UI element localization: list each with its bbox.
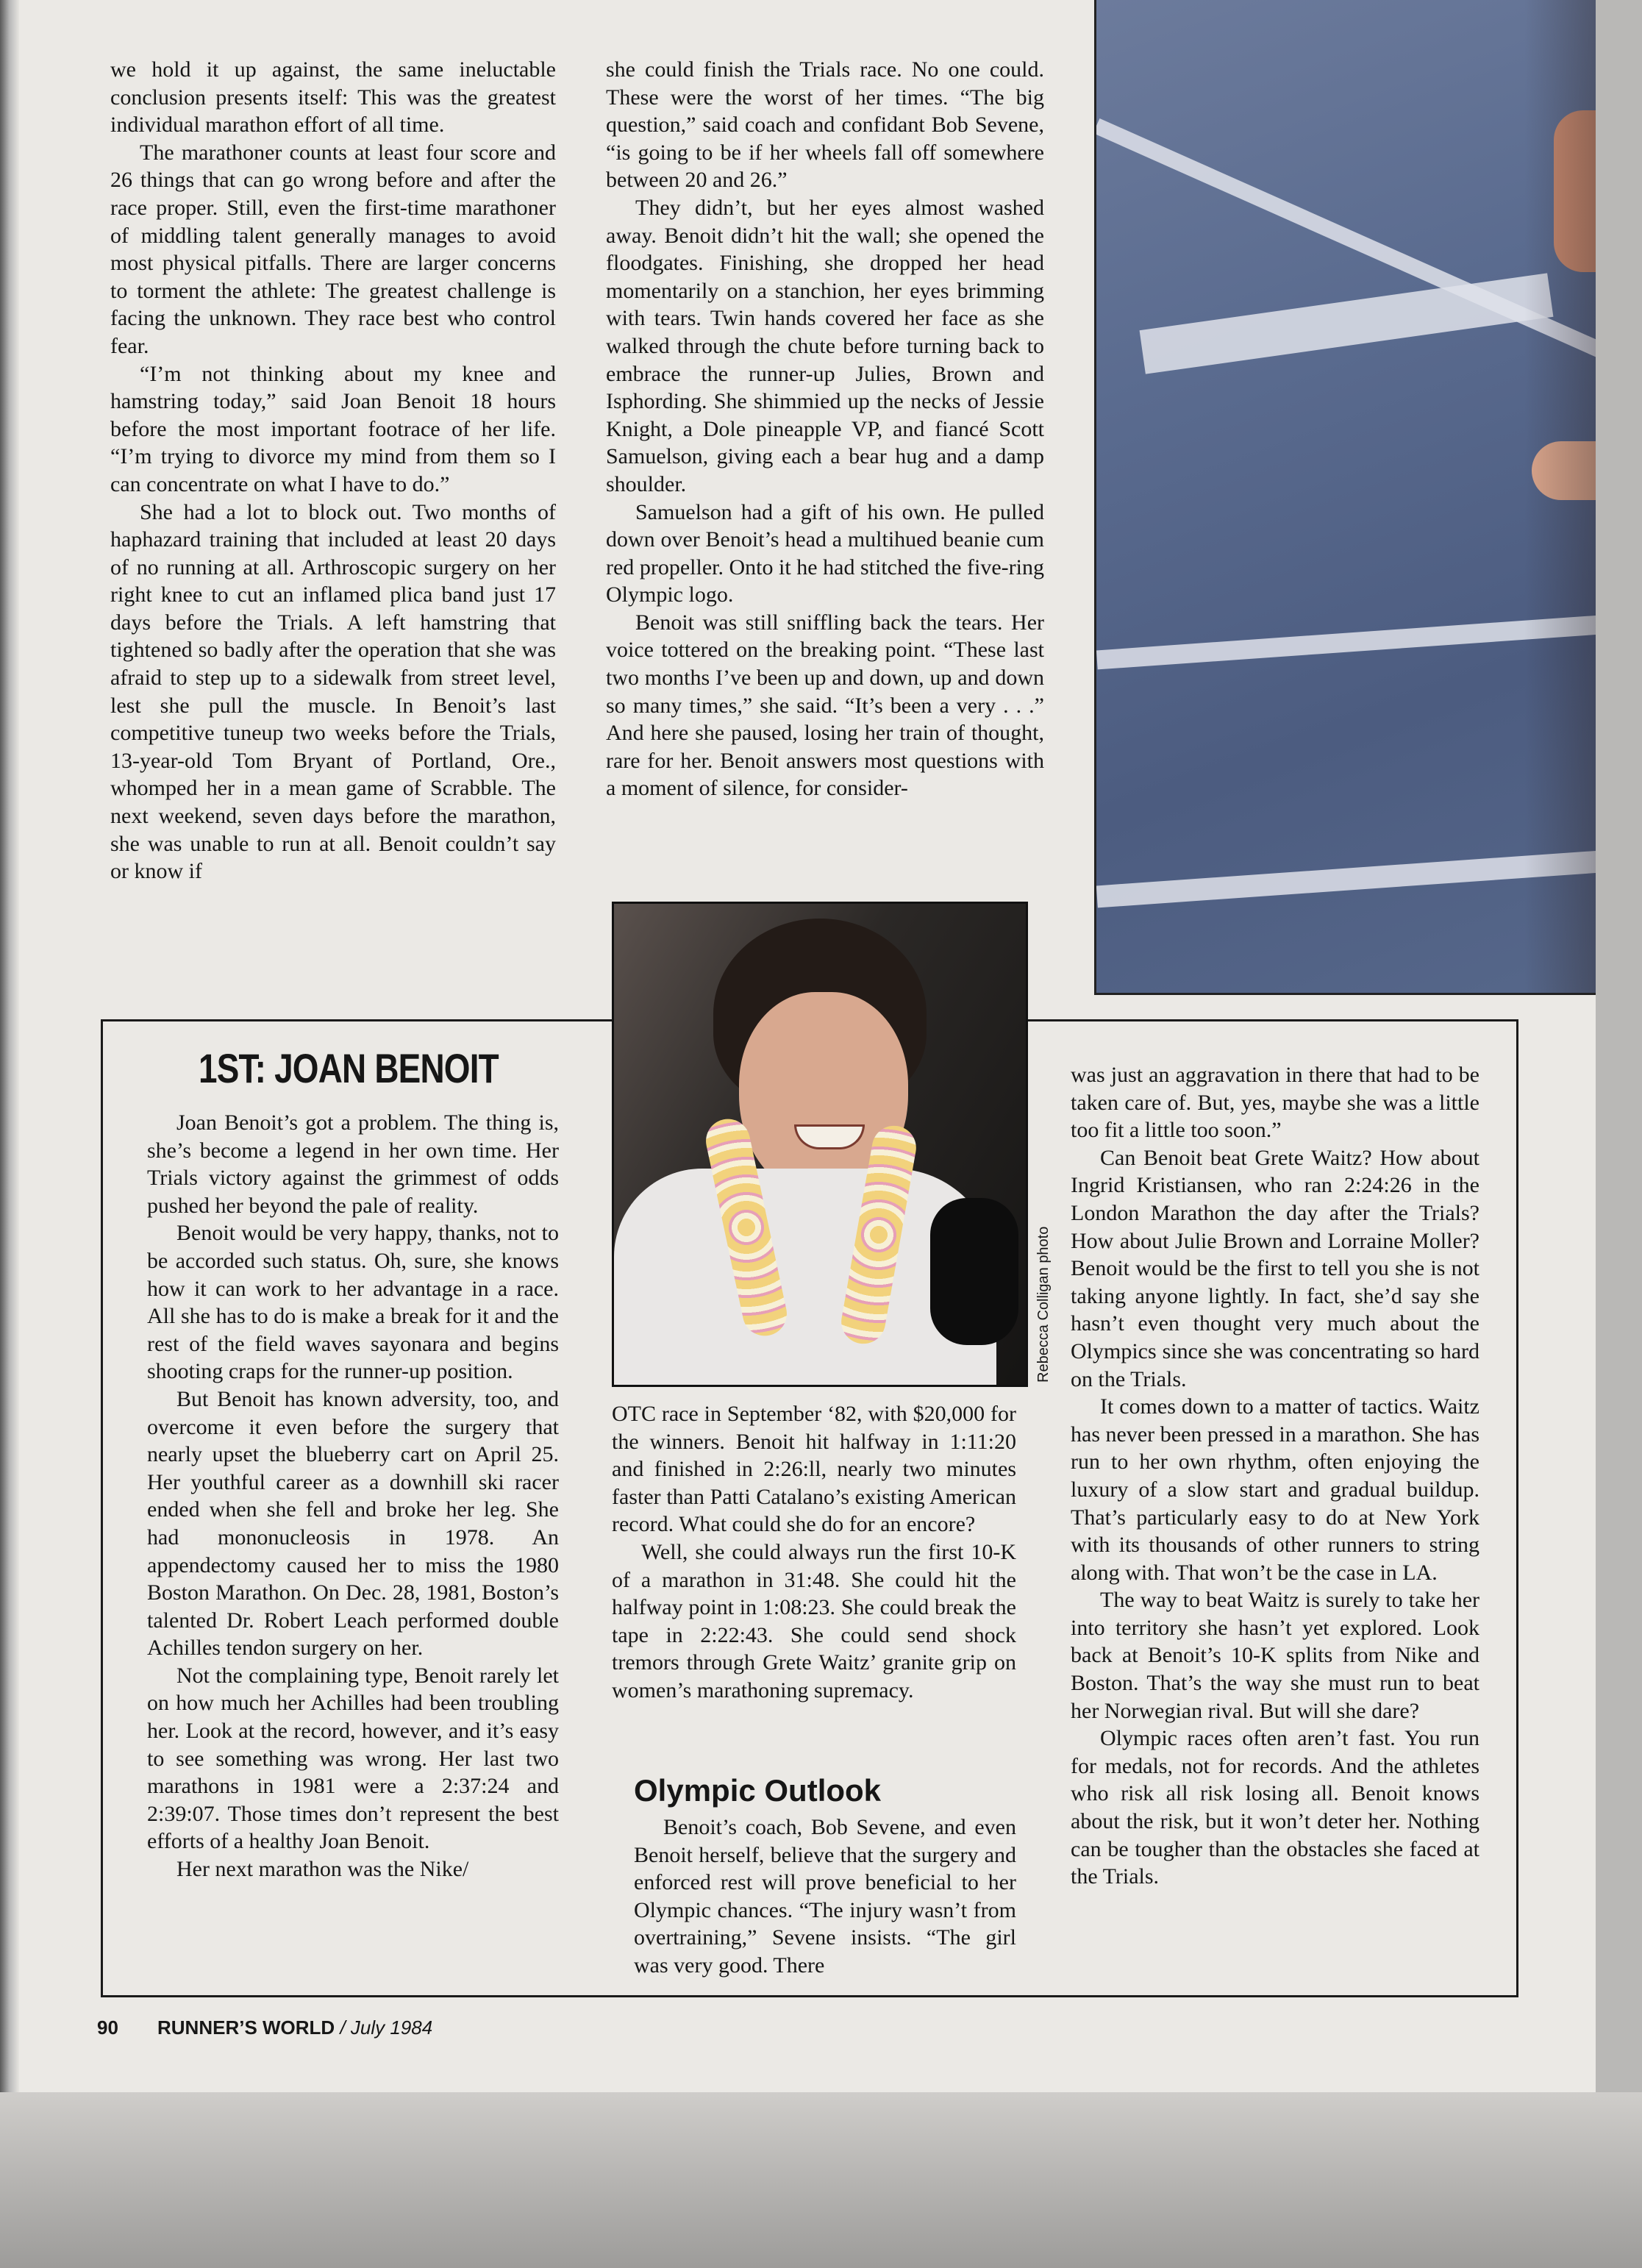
sidebar-column-2 — [612, 1400, 1016, 1705]
road-race-photo — [1094, 0, 1596, 995]
paragraph: Benoit would be very happy, thanks, not to be accorded such status. Oh, sure, she knows how it can work to her advantage in a race. All she has to do is make a break for it and the rest of the field waves sayonara and begins shooting craps for the runner-up position. — [147, 1221, 559, 1384]
paragraph: But Benoit has known adversity, too, and overcome it even before the surgery that nearly upset the blueberry cart on April 25. Her youthful career as a downhill ski racer ended when she fell and broke her leg. She had mononucleosis in 1978. An appendectomy caused her to miss the 1980 Boston Marathon. On Dec. 28, 1981, Boston’s talented Dr. Robert Leach performed double Achilles tendon surgery on her. — [147, 1386, 559, 1661]
paragraph: she could finish the Trials race. No one could. These were the worst of her times. “The big question,” said coach and confidant Bob Sevene, “is going to be if her wheels fall off somewhere between 20 and 26.” — [606, 57, 1044, 193]
paragraph: The way to beat Waitz is surely to take her into territory she hasn’t yet explored. Look back at Benoit’s 10-K splits from Nike and Boston. That’s the way she must run to beat her Norwegian rival. But will she dare? — [1071, 1588, 1479, 1723]
paragraph: Not the complaining type, Benoit rarely let on how much her Achilles had been troubling her. Look at the record, however, and it’s easy to see something was wrong. Her last two marathons in 1981 were a 2:37:24 and 2:39:07. Those times don’t represent the best efforts of a healthy Joan Benoit. — [147, 1663, 559, 1854]
paragraph: was just an aggravation in there that had to be taken care of. But, yes, maybe she was a little too fit a little too soon.” — [1071, 1063, 1479, 1143]
paragraph: The marathoner counts at least four score and 26 things that can go wrong before and after the race proper. Still, even the first-time marathoner of middling talent generally manages to avoid most physical pitfalls. There are larger concerns to torment the athlete: The greatest challenge is facing the unknown. They race best who control fear. — [110, 140, 556, 358]
sidebar-column-2-continued — [634, 1814, 1016, 1980]
joan-benoit-portrait — [612, 902, 1028, 1387]
sidebar-column-3 — [1071, 1061, 1479, 1891]
paragraph: Samuelson had a gift of his own. He pulled down over Benoit’s head a multihued beanie cum red propeller. Onto it he had stitched the five-ring Olympic logo. — [606, 499, 1044, 607]
page-number: 90 — [97, 2016, 118, 2039]
paragraph: Olympic races often aren’t fast. You run for medals, not for records. And the athletes who risk all risk losing all. Benoit knows about the risk, but it won’t deter her. Nothing can be tougher than the obstacles she faced at the Trials. — [1071, 1726, 1479, 1889]
paragraph: Well, she could always run the first 10-K of a marathon in 31:48. She could hit the halfway point in 1:08:23. She could break the tape in 2:22:43. She could send shock tremors through Grete Waitz’ granite grip on women’s marathoning supremacy. — [612, 1539, 1016, 1702]
paragraph: It comes down to a matter of tactics. Waitz has never been pressed in a marathon. She has run to her own rhythm, often enjoying the luxury of a slow start and gradual buildup. That’s particularly easy to do at New York with its thousands of other runners to string along with. That won’t be the case in LA. — [1071, 1394, 1479, 1585]
paragraph: Her next marathon was the Nike/ — [176, 1857, 469, 1882]
subhead: Olympic Outlook — [634, 1773, 882, 1808]
sidebar-title: 1ST: JOAN BENOIT — [199, 1045, 499, 1091]
paragraph: OTC race in September ‘82, with $20,000 for the winners. Benoit hit halfway in 1:11:20 and finished in 2:26:ll, nearly two minutes faster than Patti Catalano’s existing American record. What could she do for an encore? — [612, 1402, 1016, 1537]
paragraph: She had a lot to block out. Two months of haphazard training that included at least 20 days of no running at all. Arthroscopic surgery on her right knee to cut an inflamed plica band just 17 days before the Trials. A left hamstring that tightened so badly after the operation that she was afraid to step up to a sidewalk from street level, lest she pull the muscle. In Benoit’s last competitive tuneup two weeks before the Trials, 13-year-old Tom Bryant of Portland, Ore., whomped her in a mean game of Scrabble. The next weekend, seven days before the marathon, she was unable to run at all. Benoit couldn’t say or know if — [110, 499, 556, 884]
magazine-name: RUNNER’S WORLD — [157, 2016, 335, 2039]
scan-background — [0, 2092, 1642, 2268]
sidebar-column-1 — [147, 1109, 559, 1883]
paragraph: They didn’t, but her eyes almost washed away. Benoit didn’t hit the wall; she opened the floodgates. Finishing, she dropped her head momentarily on a stanchion, her eyes brimming with tears. Twin hands covered her face as she walked through the chute before turning back to embrace the runner-up Julies, Brown and Isphording. She shimmied up the necks of Jessie Knight, a Dole pineapple VP, and fiancé Scott Samuelson, giving each a bear hug and a damp shoulder. — [606, 195, 1044, 496]
paragraph: “I’m not thinking about my knee and hamstring today,” said Joan Benoit 18 hours before the most important footrace of her life. “I’m trying to divorce my mind from them so I can concentrate on what I have to do.” — [110, 361, 556, 496]
paragraph: Can Benoit beat Grete Waitz? How about Ingrid Kristiansen, who ran 2:24:26 in the London Marathon the day after the Trials? How about Julie Brown and Lorraine Moller? Benoit would be the first to tell you she is not taking anyone lightly. In fact, she’d say she hasn’t even thought very much about the Olympics since she was concentrating so hard on the Trials. — [1071, 1145, 1479, 1391]
photo-credit: Rebecca Colligan photo — [1035, 1226, 1052, 1383]
paragraph: Benoit’s coach, Bob Sevene, and even Benoit herself, believe that the surgery and enforced rest will prove beneficial to her Olympic chances. “The injury wasn’t from overtraining,” Sevene insists. “The girl was very good. There — [634, 1815, 1016, 1978]
page-spine-shadow — [0, 0, 19, 2092]
paragraph: we hold it up against, the same ineluctable conclusion presents itself: This was the greatest individual marathon effort of all time. — [110, 57, 556, 138]
paragraph: Benoit was still sniffling back the tears. Her voice tottered on the breaking point. “These last two months I’ve been up and down, up and down so many times,” she said. “It’s been a very . . .” And here she paused, losing her train of thought, rare for her. Benoit answers most questions with a moment of silence, for consider- — [606, 610, 1044, 801]
magazine-footer — [157, 2016, 432, 2039]
paragraph: Joan Benoit’s got a problem. The thing is, she’s become a legend in her own time. Her Trials victory against the grimmest of odds pushed her beyond the pale of reality. — [147, 1110, 559, 1218]
article-column-1 — [110, 56, 556, 885]
issue-date: / July 1984 — [340, 2016, 433, 2039]
article-column-2 — [606, 56, 1044, 802]
